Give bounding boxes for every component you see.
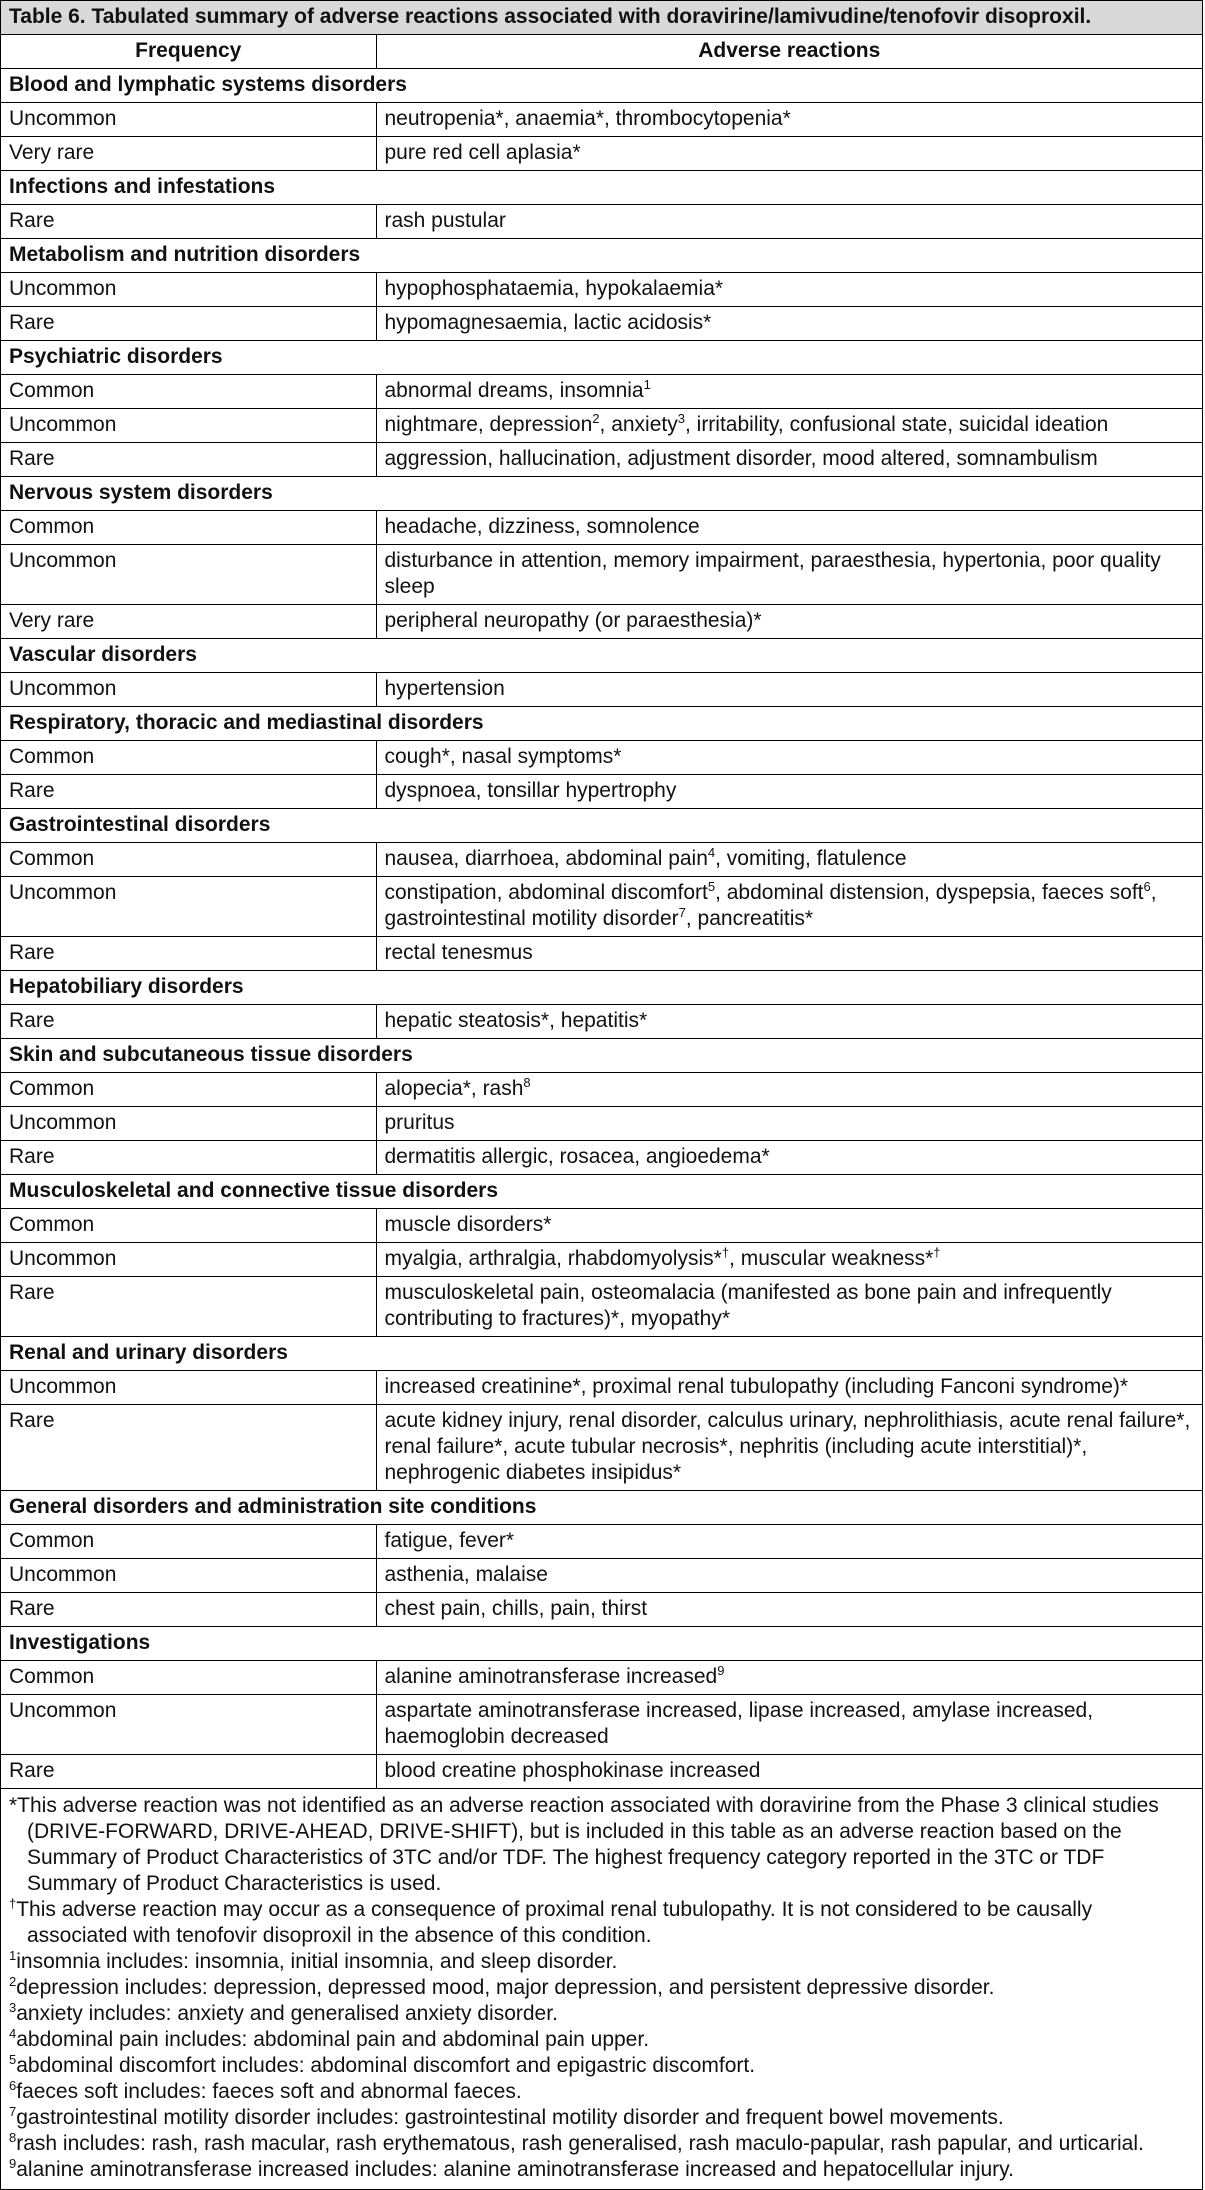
group-heading: General disorders and administration site conditions <box>1 1491 1202 1525</box>
footnote-marker: 1 <box>9 1948 17 1963</box>
table-row <box>1 375 1202 409</box>
footnote-marker: † <box>721 1245 730 1260</box>
reaction-text: , abdominal distension, dyspepsia, faeces soft <box>715 881 1144 904</box>
footnote-text: anxiety includes: anxiety and generalised anxiety disorder. <box>16 2002 558 2025</box>
reactions-cell <box>376 1243 1202 1277</box>
reaction-text: headache, dizziness, somnolence <box>384 515 700 538</box>
frequency-cell: Uncommon <box>1 273 376 307</box>
table-row <box>1 1141 1202 1175</box>
footnote-marker: 2 <box>9 1974 17 1989</box>
footnote-marker: 4 <box>707 845 716 860</box>
reaction-text: alopecia*, rash <box>384 1077 524 1100</box>
reactions-cell <box>376 1405 1202 1491</box>
group-row <box>1 707 1202 741</box>
reaction-text: alanine aminotransferase increased <box>384 1665 718 1688</box>
frequency-cell: Uncommon <box>1 877 376 937</box>
footnote <box>9 2053 1194 2079</box>
group-row <box>1 477 1202 511</box>
reactions-cell <box>376 409 1202 443</box>
reactions-cell <box>376 273 1202 307</box>
footnote-marker: 7 <box>678 905 686 920</box>
footnote-text: faeces soft includes: faeces soft and abnormal faeces. <box>16 2080 522 2103</box>
frequency-cell: Rare <box>1 443 376 477</box>
reaction-text: increased creatinine*, proximal renal tubulopathy (including Fanconi syndrome)* <box>384 1375 1129 1398</box>
table-row <box>1 307 1202 341</box>
frequency-cell: Common <box>1 1209 376 1243</box>
reaction-text: peripheral neuropathy (or paraesthesia)* <box>384 609 762 632</box>
table-row <box>1 1695 1202 1755</box>
reactions-cell <box>376 137 1202 171</box>
frequency-cell: Rare <box>1 307 376 341</box>
group-heading: Metabolism and nutrition disorders <box>1 239 1202 273</box>
footnote-marker: 7 <box>9 2104 17 2119</box>
reaction-text: hepatic steatosis*, hepatitis* <box>384 1009 648 1032</box>
footnote-marker: † <box>933 1245 941 1260</box>
reactions-cell <box>376 511 1202 545</box>
footnote-marker: 1 <box>643 377 651 392</box>
table-row <box>1 937 1202 971</box>
reaction-text: aspartate aminotransferase increased, lipase increased, amylase increased, haemoglobin decreased <box>384 1699 1094 1748</box>
reaction-text: , vomiting, flatulence <box>715 847 907 870</box>
frequency-cell: Rare <box>1 205 376 239</box>
footnote-marker: 3 <box>9 2000 17 2015</box>
footnote-marker: † <box>9 1896 17 1911</box>
reactions-cell <box>376 1141 1202 1175</box>
table-row <box>1 1209 1202 1243</box>
table-row <box>1 1107 1202 1141</box>
group-heading: Renal and urinary disorders <box>1 1337 1202 1371</box>
table-caption: Table 6. Tabulated summary of adverse reactions associated with doravirine/lamivudine/tenofovir disoproxil. <box>1 1 1202 35</box>
reactions-cell <box>376 443 1202 477</box>
frequency-cell: Common <box>1 1525 376 1559</box>
footnote-text: abdominal discomfort includes: abdominal discomfort and epigastric discomfort. <box>16 2054 756 2077</box>
footnote-marker: 6 <box>9 2078 17 2093</box>
group-row <box>1 341 1202 375</box>
table-row <box>1 1559 1202 1593</box>
reactions-cell <box>376 605 1202 639</box>
frequency-cell: Rare <box>1 1405 376 1491</box>
reactions-cell <box>376 741 1202 775</box>
footnote-marker: 9 <box>717 1663 725 1678</box>
table-row <box>1 673 1202 707</box>
reaction-text: rash pustular <box>384 209 506 232</box>
reaction-text: asthenia, malaise <box>384 1563 548 1586</box>
reaction-text: hypertension <box>384 677 505 700</box>
table-row <box>1 1593 1202 1627</box>
reactions-cell <box>376 775 1202 809</box>
group-heading: Respiratory, thoracic and mediastinal disorders <box>1 707 1202 741</box>
footnote <box>9 1897 1194 1949</box>
table-row <box>1 1405 1202 1491</box>
reaction-text: pruritus <box>384 1111 455 1134</box>
group-row <box>1 809 1202 843</box>
table-row <box>1 545 1202 605</box>
footnote-marker: 8 <box>523 1075 531 1090</box>
table-row <box>1 205 1202 239</box>
frequency-cell: Common <box>1 1073 376 1107</box>
group-heading: Gastrointestinal disorders <box>1 809 1202 843</box>
reaction-text: myalgia, arthralgia, rhabdomyolysis* <box>384 1247 722 1270</box>
footnote-marker: 2 <box>592 411 600 426</box>
reaction-text: aggression, hallucination, adjustment disorder, mood altered, somnambulism <box>384 447 1098 470</box>
footnote-marker: 6 <box>1143 879 1151 894</box>
footnote <box>9 2001 1194 2027</box>
frequency-cell: Common <box>1 375 376 409</box>
reactions-cell <box>376 205 1202 239</box>
reactions-cell <box>376 673 1202 707</box>
frequency-cell: Uncommon <box>1 545 376 605</box>
frequency-cell: Uncommon <box>1 103 376 137</box>
table-row <box>1 775 1202 809</box>
group-heading: Vascular disorders <box>1 639 1202 673</box>
reactions-cell <box>376 1755 1202 1789</box>
footnote-marker: 5 <box>707 879 716 894</box>
reaction-text: nausea, diarrhoea, abdominal pain <box>384 847 708 870</box>
footnote <box>9 1975 1194 2001</box>
reactions-cell <box>376 1559 1202 1593</box>
footnote-marker: 8 <box>9 2130 17 2145</box>
reaction-text: dermatitis allergic, rosacea, angioedema* <box>384 1145 770 1168</box>
frequency-cell: Common <box>1 741 376 775</box>
group-heading: Infections and infestations <box>1 171 1202 205</box>
reactions-cell <box>376 1073 1202 1107</box>
footnote <box>9 2079 1194 2105</box>
table-row <box>1 103 1202 137</box>
reaction-text: chest pain, chills, pain, thirst <box>384 1597 648 1620</box>
frequency-cell: Uncommon <box>1 409 376 443</box>
frequency-cell: Common <box>1 843 376 877</box>
reaction-text: pure red cell aplasia* <box>384 141 581 164</box>
reaction-text: , pancreatitis* <box>685 907 814 930</box>
table-row <box>1 741 1202 775</box>
frequency-cell: Rare <box>1 937 376 971</box>
frequency-column-header: Frequency <box>1 35 376 69</box>
group-heading: Musculoskeletal and connective tissue disorders <box>1 1175 1202 1209</box>
group-row <box>1 239 1202 273</box>
footnote-text: rash includes: rash, rash macular, rash erythematous, rash generalised, rash maculo-papular, rash papular, and urticarial. <box>16 2132 1144 2155</box>
frequency-cell: Rare <box>1 775 376 809</box>
footnotes <box>1 1789 1202 2189</box>
reaction-text: rectal tenesmus <box>384 941 533 964</box>
group-heading: Nervous system disorders <box>1 477 1202 511</box>
table-row <box>1 409 1202 443</box>
reactions-cell <box>376 877 1202 937</box>
footnote-marker: 3 <box>677 411 685 426</box>
table-row <box>1 511 1202 545</box>
frequency-cell: Very rare <box>1 605 376 639</box>
reactions-cell <box>376 307 1202 341</box>
reaction-text: blood creatine phosphokinase increased <box>384 1759 761 1782</box>
table-row <box>1 1243 1202 1277</box>
reactions-cell <box>376 1525 1202 1559</box>
footnote-text: depression includes: depression, depressed mood, major depression, and persistent depressive disorder. <box>16 1976 995 1999</box>
reaction-text: nightmare, depression <box>384 413 593 436</box>
table-row <box>1 1755 1202 1789</box>
reactions-cell <box>376 103 1202 137</box>
footnote-text: This adverse reaction may occur as a consequence of proximal renal tubulopathy. It is not considered to be causally associated with tenofovir disoproxil in the absence of this condition. <box>16 1898 1093 1947</box>
reaction-text: muscle disorders* <box>384 1213 552 1236</box>
table-row <box>1 1661 1202 1695</box>
reactions-cell <box>376 545 1202 605</box>
frequency-cell: Uncommon <box>1 1107 376 1141</box>
frequency-cell: Common <box>1 511 376 545</box>
table-row <box>1 1005 1202 1039</box>
header-row <box>1 35 1202 69</box>
group-row <box>1 1491 1202 1525</box>
frequency-cell: Uncommon <box>1 1371 376 1405</box>
footnote <box>9 2105 1194 2131</box>
group-row <box>1 69 1202 103</box>
group-row <box>1 1627 1202 1661</box>
frequency-cell: Rare <box>1 1141 376 1175</box>
footnote <box>9 2157 1194 2183</box>
frequency-cell: Rare <box>1 1277 376 1337</box>
footnote-text: insomnia includes: insomnia, initial insomnia, and sleep disorder. <box>16 1950 618 1973</box>
reaction-text: disturbance in attention, memory impairment, paraesthesia, hypertonia, poor quality sleep <box>384 549 1161 598</box>
reactions-cell <box>376 843 1202 877</box>
footnote <box>9 1949 1194 1975</box>
group-heading: Psychiatric disorders <box>1 341 1202 375</box>
frequency-cell: Common <box>1 1661 376 1695</box>
table-row <box>1 1525 1202 1559</box>
footnote-marker: 4 <box>9 2026 17 2041</box>
table-row <box>1 1073 1202 1107</box>
reactions-cell <box>376 937 1202 971</box>
frequency-cell: Uncommon <box>1 1559 376 1593</box>
table-row <box>1 605 1202 639</box>
reaction-text: dyspnoea, tonsillar hypertrophy <box>384 779 677 802</box>
reactions-column-header: Adverse reactions <box>376 35 1202 69</box>
reactions-cell <box>376 1661 1202 1695</box>
reaction-text: , gastrointestinal motility disorder <box>384 881 1157 930</box>
frequency-cell: Uncommon <box>1 1695 376 1755</box>
reaction-text: , anxiety <box>599 413 678 436</box>
table-row <box>1 843 1202 877</box>
footnote <box>9 2131 1194 2157</box>
reactions-cell <box>376 1371 1202 1405</box>
group-heading: Hepatobiliary disorders <box>1 971 1202 1005</box>
footnote-marker: 9 <box>9 2156 17 2171</box>
reaction-text: neutropenia*, anaemia*, thrombocytopenia* <box>384 107 791 130</box>
reactions-cell <box>376 1107 1202 1141</box>
footnote-text: alanine aminotransferase increased includes: alanine aminotransferase increased and hepatocellular injury. <box>16 2158 1014 2181</box>
frequency-cell: Rare <box>1 1005 376 1039</box>
table-body <box>1 69 1202 1789</box>
group-heading: Blood and lymphatic systems disorders <box>1 69 1202 103</box>
frequency-cell: Uncommon <box>1 673 376 707</box>
adverse-reactions-table <box>1 35 1202 1789</box>
reaction-text: constipation, abdominal discomfort <box>384 881 708 904</box>
group-row <box>1 171 1202 205</box>
table-row <box>1 1277 1202 1337</box>
group-row <box>1 1039 1202 1073</box>
table-row <box>1 443 1202 477</box>
footnote-text: abdominal pain includes: abdominal pain and abdominal pain upper. <box>16 2028 650 2051</box>
reaction-text: cough*, nasal symptoms* <box>384 745 622 768</box>
group-row <box>1 1337 1202 1371</box>
table-row <box>1 1371 1202 1405</box>
group-row <box>1 639 1202 673</box>
frequency-cell: Very rare <box>1 137 376 171</box>
group-row <box>1 971 1202 1005</box>
footnote-text: gastrointestinal motility disorder includes: gastrointestinal motility disorder and frequent bowel movements. <box>16 2106 1004 2129</box>
reactions-cell <box>376 1695 1202 1755</box>
footnote-marker: 5 <box>9 2052 17 2067</box>
footnote <box>9 2027 1194 2053</box>
frequency-cell: Rare <box>1 1593 376 1627</box>
footnote <box>9 1793 1194 1897</box>
group-heading: Investigations <box>1 1627 1202 1661</box>
reaction-text: abnormal dreams, insomnia <box>384 379 644 402</box>
table-row <box>1 877 1202 937</box>
table-row <box>1 137 1202 171</box>
frequency-cell: Rare <box>1 1755 376 1789</box>
group-row <box>1 1175 1202 1209</box>
reaction-text: musculoskeletal pain, osteomalacia (manifested as bone pain and infrequently contributing to fractures)*, myopathy* <box>384 1281 1112 1330</box>
reaction-text: acute kidney injury, renal disorder, calculus urinary, nephrolithiasis, acute renal failure*, renal failure*, acute tubular necrosis*, nephritis (including acute interstitial)*, nephrogenic diabetes insipidus* <box>384 1409 1191 1484</box>
reaction-text: , irritability, confusional state, suicidal ideation <box>684 413 1109 436</box>
reactions-cell <box>376 375 1202 409</box>
reaction-text: hypomagnesaemia, lactic acidosis* <box>384 311 712 334</box>
reaction-text: fatigue, fever* <box>384 1529 515 1552</box>
reactions-cell <box>376 1005 1202 1039</box>
reactions-cell <box>376 1593 1202 1627</box>
reaction-text: hypophosphataemia, hypokalaemia* <box>384 277 724 300</box>
group-heading: Skin and subcutaneous tissue disorders <box>1 1039 1202 1073</box>
frequency-cell: Uncommon <box>1 1243 376 1277</box>
footnote-text: *This adverse reaction was not identified as an adverse reaction associated with doravirine from the Phase 3 clinical studies (DRIVE-FORWARD, DRIVE-AHEAD, DRIVE-SHIFT), but is included in this table as an adverse reaction based on the Summary of Product Characteristics of 3TC and/or TDF. The highest frequency category reported in the 3TC or TDF Summary of Product Characteristics is used. <box>9 1794 1159 1895</box>
reactions-cell <box>376 1277 1202 1337</box>
table-row <box>1 273 1202 307</box>
reactions-cell <box>376 1209 1202 1243</box>
reaction-text: , muscular weakness* <box>729 1247 934 1270</box>
